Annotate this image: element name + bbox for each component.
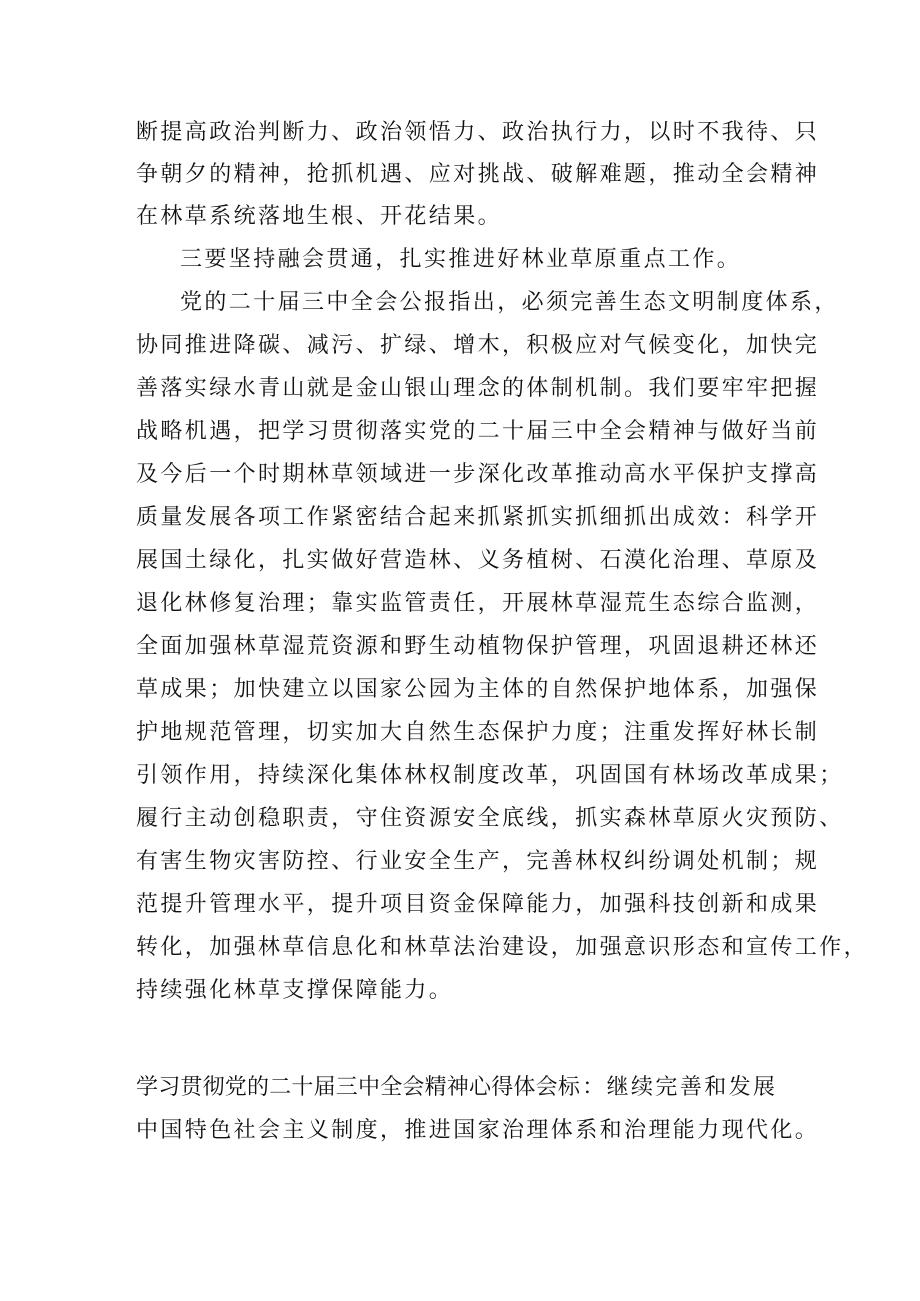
text-line-1: 断提高政治判断力、政治领悟力、政治执行力，以时不我待、只 (136, 120, 820, 145)
text-line-16: 引领作用，持续深化集体林权制度改革，巩固国有林场改革成果； (136, 763, 844, 788)
text-line-12: 退化林修复治理；靠实监管责任，开展林草湿荒生态综合监测， (136, 591, 820, 616)
text-line-5: 党的二十届三中全会公报指出，必须完善生态文明制度体系， (180, 290, 839, 315)
heading-tail-text: 标：继续完善和发展 (557, 1075, 778, 1100)
text-line-11: 展国土绿化，扎实做好营造林、义务植树、石漠化治理、草原及 (136, 548, 820, 573)
text-line-10: 质量发展各项工作紧密结合起来抓紧抓实抓细抓出成效：科学开 (136, 505, 820, 530)
text-line-17: 履行主动创稳职责，守住资源安全底线，抓实森林草原火灾预防、 (136, 806, 844, 831)
section-heading-three: 三要坚持融会贯通，扎实推进好林业草原重点工作。 (180, 247, 742, 272)
text-line-18: 有害生物灾害防控、行业安全生产，完善林权纠纷调处机制；规 (136, 849, 820, 874)
text-line-9: 及今后一个时期林草领域进一步深化改革推动高水平保护支撑高 (136, 462, 820, 487)
text-line-14: 草成果；加快建立以国家公园为主体的自然保护地体系，加强保 (136, 677, 820, 702)
closing-line: 中国特色社会主义制度，推进国家治理体系和治理能力现代化。 (136, 1118, 820, 1143)
text-line-13: 全面加强林草湿荒资源和野生动植物保护管理，巩固退耕还林还 (136, 634, 820, 659)
heading-line (136, 1073, 777, 1103)
text-line-7: 善落实绿水青山就是金山银山理念的体制机制。我们要牢牢把握 (136, 376, 820, 401)
text-line-2: 争朝夕的精神，抢抓机遇、应对挑战、破解难题，推动全会精神 (136, 162, 820, 187)
text-line-15: 护地规范管理，切实加大自然生态保护力度；注重发挥好林长制 (136, 720, 820, 745)
text-line-3: 在林草系统落地生根、开花结果。 (136, 204, 503, 229)
text-line-19: 范提升管理水平，提升项目资金保障能力，加强科技创新和成果 (136, 892, 820, 917)
text-line-6: 协同推进降碳、减污、扩绿、增木，积极应对气候变化，加快完 (136, 333, 820, 358)
article-title-run: 学习贯彻党的二十届三中全会精神心得体会 (136, 1075, 558, 1100)
text-line-8: 战略机遇，把学习贯彻落实党的二十届三中全会精神与做好当前 (136, 419, 820, 444)
text-line-21: 持续强化林草支撑保障能力。 (136, 978, 454, 1003)
text-line-20: 转化，加强林草信息化和林草法治建设，加强意识形态和宣传工作， (136, 935, 869, 960)
